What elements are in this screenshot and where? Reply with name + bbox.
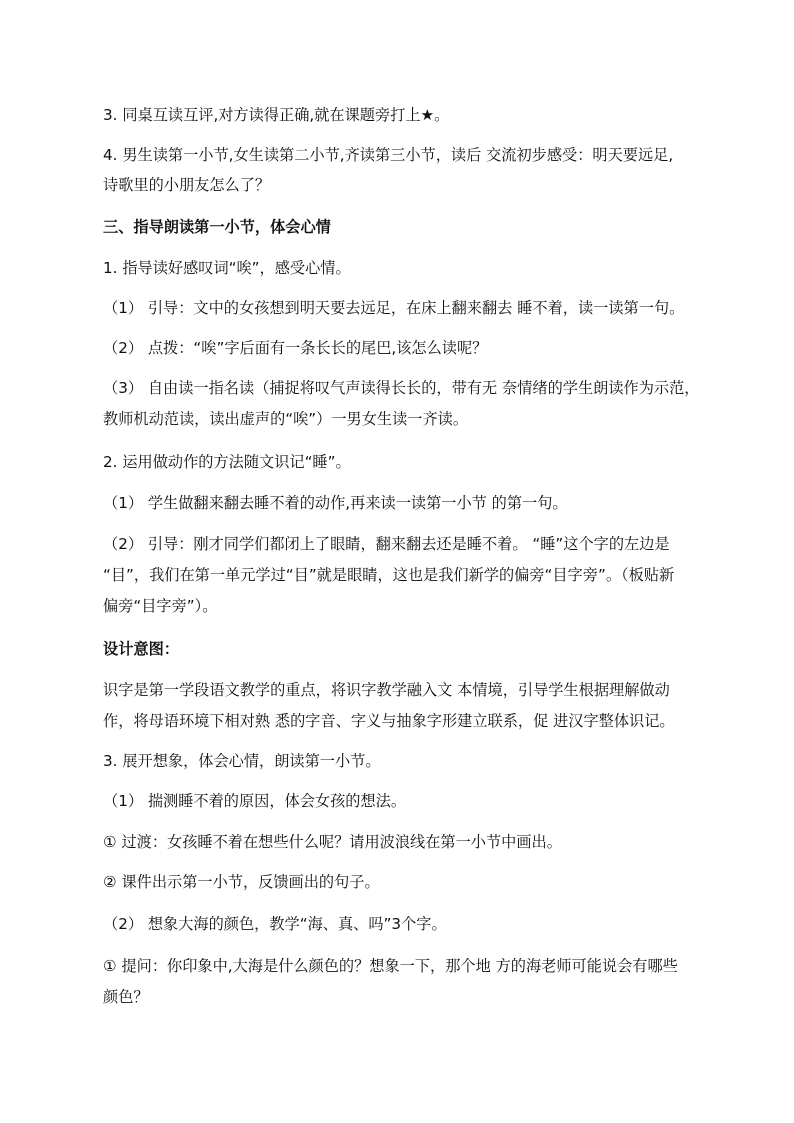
substep-free-reading: （3） 自由读一指名读（捕捉将叹气声读得长长的，带有无 奈情绪的学生朗读作为示范， xyxy=(103,379,700,397)
substep-sea-color: （2） 想象大海的颜色，教学“海、真、吗”3个字。 xyxy=(103,915,447,933)
step-action-method: 2. 运用做动作的方法随文识记“睡”。 xyxy=(103,453,351,471)
substep-point-out: （2） 点拨：“唉”字后面有一条长长的尾巴,该怎么读呢？ xyxy=(103,339,488,357)
substep-guide-character-line-3: 偏旁“目字旁”）。 xyxy=(103,597,218,615)
section-heading-guided-reading: 三、指导朗读第一小节，体会心情 xyxy=(103,218,331,236)
paragraph-group-reading-continued: 诗歌里的小朋友怎么了？ xyxy=(103,176,271,194)
step-imagination: 3. 展开想象，体会心情，朗读第一小节。 xyxy=(103,752,381,770)
paragraph-peer-reading: 3. 同桌互读互评,对方读得正确,就在课题旁打上★。 xyxy=(103,106,450,124)
design-intent-heading: 设计意图： xyxy=(103,640,179,658)
substep-guide-first-sentence: （1） 引导：文中的女孩想到明天要去远足，在床上翻来翻去 睡不着，读一读第一句。 xyxy=(103,299,685,317)
design-intent-paragraph-continued: 作，将母语环境下相对熟 悉的字音、字义与抽象字形建立联系，促 进汉字整体识记。 xyxy=(103,712,675,730)
numbered-item-question-continued: 颜色？ xyxy=(103,988,149,1006)
numbered-item-transition: ① 过渡：女孩睡不着在想些什么呢？请用波浪线在第一小节中画出。 xyxy=(103,833,562,851)
step-exclamation-word: 1. 指导读好感叹词“唉”，感受心情。 xyxy=(103,259,351,277)
substep-guide-character-line-2: “目”，我们在第一单元学过“目”就是眼睛，这也是我们新学的偏旁“目字旁”。（板贴新 xyxy=(103,566,675,584)
substep-free-reading-continued: 教师机动范读，读出虚声的“唉”）一男女生读一齐读。 xyxy=(103,410,469,428)
design-intent-paragraph: 识字是第一学段语文教学的重点，将识字教学融入文 本情境，引导学生根据理解做动 xyxy=(103,681,670,699)
substep-guess-reason: （1） 揣测睡不着的原因，体会女孩的想法。 xyxy=(103,792,407,810)
substep-student-action: （1） 学生做翻来翻去睡不着的动作,再来读一读第一小节 的第一句。 xyxy=(103,494,568,512)
substep-guide-character: （2） 引导：刚才同学们都闭上了眼睛，翻来翻去还是睡不着。 “睡”这个字的左边是 xyxy=(103,535,670,553)
paragraph-group-reading: 4. 男生读第一小节,女生读第二小节,齐读第三小节，读后 交流初步感受：明天要远足, xyxy=(103,146,674,164)
numbered-item-question: ① 提问：你印象中,大海是什么颜色的？想象一下，那个地 方的海老师可能说会有哪些 xyxy=(103,957,678,975)
numbered-item-show-section: ② 课件出示第一小节，反馈画出的句子。 xyxy=(103,873,380,891)
